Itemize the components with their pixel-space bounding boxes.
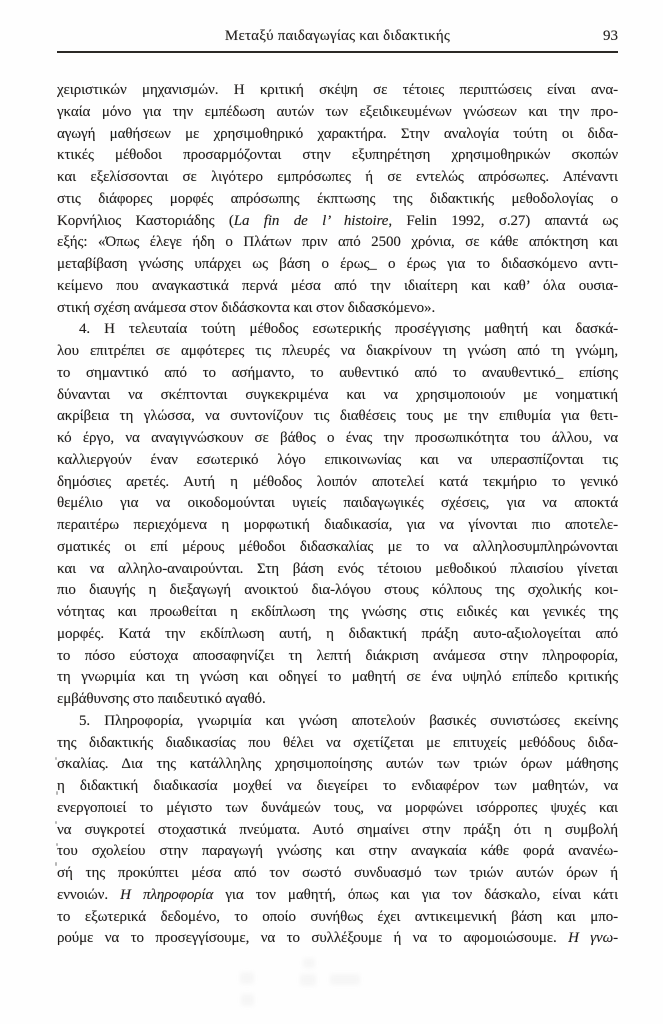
text-segment: σκαλίας. Δια της κατάλληλης χρησιμοποίησης αυτών των τριών όρων μάθησης bbox=[57, 756, 618, 773]
text-line bbox=[57, 341, 618, 363]
page-number: 93 bbox=[603, 28, 618, 44]
text-line bbox=[57, 428, 618, 450]
text-line bbox=[57, 733, 618, 755]
text-line bbox=[57, 80, 618, 102]
text-line bbox=[57, 232, 618, 254]
italic-text-segment: La fin de l’ histoire bbox=[233, 212, 389, 229]
text-segment: 4. Η τελευταία τούτη μέθοδος εσωτερικής προσέγγισης μαθητή και δασκά- bbox=[79, 321, 618, 338]
text-segment: μεταβίβαση γνώσης υπάρχει ως βάση ο έρως_ ο έρως για το διδασκόμενο αντι- bbox=[57, 256, 618, 272]
text-line bbox=[57, 385, 618, 407]
text-segment: Κορνήλιος Καστοριάδης ( bbox=[57, 212, 234, 229]
text-line bbox=[57, 472, 618, 494]
text-line bbox=[57, 711, 618, 733]
text-segment: δημόσιες αρετές. Αυτή η μέθοδος λοιπόν αποτελεί κατά τεκμήριο το γενικό bbox=[57, 473, 618, 490]
italic-text-segment: Η πληροφορία bbox=[120, 886, 214, 903]
header-rule bbox=[57, 51, 618, 53]
text-line bbox=[57, 450, 618, 472]
text-line bbox=[57, 319, 618, 341]
text-line bbox=[57, 189, 618, 211]
text-line bbox=[57, 754, 618, 776]
scan-artifact bbox=[300, 974, 316, 986]
text-segment: εννοιών. bbox=[57, 886, 121, 903]
body-text bbox=[57, 80, 618, 950]
text-line bbox=[57, 254, 618, 276]
text-segment: ρούμε να το προσεγγίσουμε, να το συλλέξουμε ή να το αφομοιώσουμε. bbox=[57, 930, 569, 947]
text-segment: για τον μαθητή, όπως και για τον δάσκαλο, είναι κάτι bbox=[213, 886, 618, 903]
text-segment: αγωγή μαθήσεων με χρησιμοθηρικό χαρακτήρα. Στην αναλογία τούτη οι διδα- bbox=[57, 125, 618, 142]
text-segment: και να αλληλο-αναιρούνται. Στη βάση ενός τέτοιου μεθοδικού πλαισίου γίνεται bbox=[57, 560, 618, 577]
text-line bbox=[57, 820, 618, 842]
text-line bbox=[57, 776, 618, 798]
scan-artifact bbox=[55, 757, 57, 760]
text-line bbox=[57, 537, 618, 559]
text-segment: η διδακτική διαδικασία μοχθεί να διεγείρει το ενδιαφέρον των μαθητών, να bbox=[57, 778, 618, 794]
text-segment: και εξελίσσονται σε λιγότερο εμπρόσωπες ή σε εντελώς απρόσωπες. Απέναντι bbox=[57, 169, 618, 185]
text-segment: μορφές. Κατά την εκδίπλωση αυτή, η διδακτική πράξη αυτο-αξιολογείται από bbox=[57, 625, 618, 642]
text-line bbox=[57, 145, 618, 167]
text-segment: ακρίβεια τη γλώσσα, να συντονίζουν τις διαθέσεις τους με την επιθυμία για θετι- bbox=[57, 408, 618, 425]
text-segment: ενεργοποιεί το μέγιστο των δυνάμεών τους, να μορφώνει ισόρροπες ψυχές και bbox=[57, 799, 618, 816]
text-line bbox=[57, 624, 618, 646]
text-line bbox=[57, 298, 618, 320]
paragraph bbox=[57, 711, 618, 950]
scan-artifact bbox=[55, 821, 57, 824]
scan-artifact bbox=[56, 791, 58, 795]
text-line bbox=[57, 515, 618, 537]
scan-artifact bbox=[55, 862, 57, 866]
text-line bbox=[57, 167, 618, 189]
scan-artifact bbox=[330, 974, 360, 985]
scan-artifact bbox=[241, 994, 254, 1006]
text-segment: σή της προκύπτει μέσα από τον σωστό συνδυασμό των τριών αυτών όρων ή bbox=[57, 865, 618, 881]
running-title: Μεταξύ παιδαγωγίας και διδακτικής bbox=[224, 28, 451, 44]
text-segment: του σχολείου στην παραγωγή γνώσης και στην αναγκαία κάθε φορά ανανέω- bbox=[57, 843, 618, 860]
text-segment: δύνανται να σκέπτονται συγκεκριμένα και να χρησιμοποιούν με νοηματική bbox=[57, 386, 618, 403]
text-segment: το εξωτερικά δεδομένο, το οποίο συνήθως έχει αντικειμενική βάση και μπο- bbox=[57, 908, 618, 925]
text-segment: νότητας και προωθείται η εκδίπλωση της γνώσης στις ειδικές και γενικές της bbox=[57, 604, 618, 620]
text-line bbox=[57, 102, 618, 124]
text-segment: καλλιεργούν έναν εσωτερικό λόγο επικοινωνίας και να υπερασπίζονται τις bbox=[57, 451, 618, 468]
text-segment: χειριστικών μηχανισμών. Η κριτική σκέψη σε τέτοιες περιπτώσεις είναι ανα- bbox=[57, 82, 618, 98]
page-header bbox=[57, 28, 618, 50]
text-segment: περαιτέρω περιεχόμενα η μορφωτική διαδικασία, για να γίνονται πιο αποτελε- bbox=[57, 517, 618, 533]
text-segment: πιο διαυγής η διεξαγωγή ανοικτού δια-λόγου στους κόλπους της σχολικής κοι- bbox=[57, 582, 618, 599]
text-line bbox=[57, 602, 618, 624]
text-line bbox=[57, 276, 618, 298]
text-segment: το σημαντικό από το ασήμαντο, το αυθεντικό από το αναυθεντικό_ επίσης bbox=[57, 364, 618, 381]
text-line bbox=[57, 841, 618, 863]
text-segment: εμβάθυνσης στο παιδευτικό αγαθό. bbox=[57, 691, 266, 707]
text-line bbox=[57, 406, 618, 428]
text-segment: το πόσο εύστοχα αποσαφηνίζει τη λεπτή διάκριση ανάμεσα στην πληροφορία, bbox=[57, 647, 618, 664]
text-segment: λου επιτρέπει σε αμφότερες τις πλευρές να διακρίνουν τη γνώση από τη γνώμη, bbox=[57, 343, 618, 359]
text-line bbox=[57, 885, 618, 907]
paragraph bbox=[57, 319, 618, 711]
text-segment: τη γνωριμία και τη γνώση και οδηγεί το μαθητή σε ένα υψηλό επίπεδο κριτικής bbox=[57, 669, 618, 686]
text-line bbox=[57, 363, 618, 385]
scan-artifact bbox=[240, 972, 254, 984]
scan-artifact bbox=[56, 843, 58, 846]
text-segment: κό έργο, να αναγιγνώσκουν σε βάθος ο ένας την προσωπικότητα του άλλου, να bbox=[57, 430, 618, 446]
scan-artifact bbox=[303, 958, 315, 968]
text-segment: της διδακτικής διαδικασίας που θέλει να σχετίζεται με επιτυχείς μεθόδους διδα- bbox=[57, 734, 618, 751]
text-line bbox=[57, 928, 618, 950]
text-segment: στις διάφορες μορφές απρόσωπης έκπτωσης της διδακτικής μεθοδολογίας ο bbox=[57, 190, 618, 207]
text-segment: εξής: «Όπως έλεγε ήδη ο Πλάτων πριν από 2500 χρόνια, σε κάθε απόκτηση και bbox=[57, 234, 618, 251]
text-segment: θεμέλιο για να οικοδομούνται υγιείς παιδαγωγικές σχέσεις, για να αποκτά bbox=[57, 495, 618, 512]
text-segment: στική σχέση ανάμεσα στον διδάσκοντα και στον διδασκόμενο». bbox=[57, 299, 436, 316]
text-line bbox=[57, 863, 618, 885]
text-line bbox=[57, 124, 618, 146]
text-line bbox=[57, 907, 618, 929]
paragraph bbox=[57, 80, 618, 319]
text-segment: κτικές μέθοδοι προσαρμόζονται στην εξυπηρέτηση χρησιμοθηρικών σκοπών bbox=[57, 147, 618, 164]
text-line bbox=[57, 580, 618, 602]
text-segment: γκαία μόνο για την εμπέδωση αυτών των εξειδικευμένων γνώσεων και την προ- bbox=[57, 103, 618, 120]
text-line bbox=[57, 559, 618, 581]
text-line bbox=[57, 493, 618, 515]
italic-text-segment: Η γνω- bbox=[568, 930, 618, 947]
text-segment: , Felin 1992, σ.27) απαντά ως bbox=[388, 212, 618, 229]
text-line bbox=[57, 667, 618, 689]
text-segment: 5. Πληροφορία, γνωριμία και γνώση αποτελούν βασικές συνιστώσες εκείνης bbox=[79, 712, 618, 729]
text-segment: κείμενο που αναγκαστικά περνά μέσα από την ιδιαίτερη και καθ’ όλα ουσια- bbox=[57, 277, 618, 294]
text-segment: να συγκροτεί στοχαστικά πνεύματα. Αυτό σημαίνει στην πράξη ότι η συμβολή bbox=[57, 821, 618, 838]
text-line bbox=[57, 646, 618, 668]
text-line bbox=[57, 798, 618, 820]
text-segment: σματικές οι επί μέρους μέθοδοι διδασκαλίας με το να αλληλοσυμπληρώνονται bbox=[57, 538, 618, 555]
text-line bbox=[57, 211, 618, 233]
text-line bbox=[57, 689, 618, 711]
